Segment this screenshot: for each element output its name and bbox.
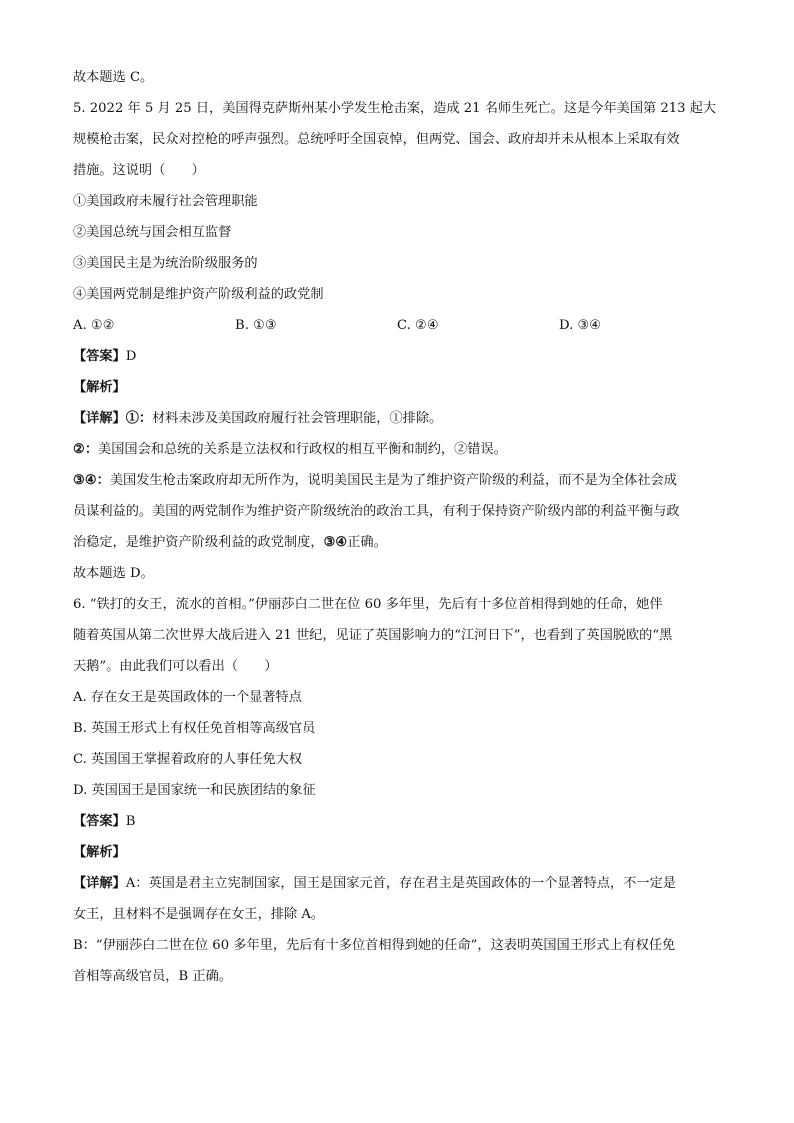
detail-line	[73, 868, 733, 899]
answer-value: B	[125, 814, 136, 829]
detail-line	[73, 403, 733, 434]
question-5-stem: 5. 2022 年 5 月 25 日，美国得克萨斯州某小学发生枪击案，造成 21 名师生死亡。这是今年美国第 213 起大	[73, 101, 717, 116]
detail-line	[73, 527, 733, 558]
answer-tag: 【答案】	[73, 814, 126, 829]
option-a: A. ①②	[73, 318, 115, 333]
option-a: A. 存在女王是英国政体的一个显著特点	[73, 690, 302, 705]
option-d: D. 英国国王是国家统一和民族团结的象征	[73, 783, 316, 798]
option-b: B. 英国王形式上有权任免首相等高级官员	[73, 721, 316, 736]
detail-line	[73, 434, 733, 465]
detail-mark: ③④	[323, 535, 348, 550]
detail-text: 正确。	[347, 535, 387, 550]
answer-tag: 【答案】	[73, 349, 126, 364]
detail-text: 美国国会和总统的关系是立法权和行政权的相互平衡和制约，②错误。	[98, 442, 507, 457]
detail-text: 治稳定，是维护资产阶级利益的政党制度，	[73, 535, 324, 550]
statement-2: ②美国总统与国会相互监督	[73, 225, 232, 240]
detail-text: 材料未涉及美国政府履行社会管理职能，①排除。	[152, 411, 443, 426]
question-6-stem: 6. “铁打的女王，流水的首相。”伊丽莎白二世在位 60 多年里，先后有十多位首相得到她的任命，她伴	[73, 597, 663, 612]
conclusion-line: 故本题选 D。	[73, 566, 154, 581]
detail-line: 员谋利益的。美国的两党制作为维护资产阶级统治的政治工具，有利于保持资产阶级内部的利益平衡与政	[73, 504, 680, 519]
option-b: B. ①③	[235, 318, 277, 333]
option-c: C. 英国国王掌握着政府的人事任免大权	[73, 752, 303, 767]
text-line: 故本题选 C。	[73, 70, 154, 85]
question-5-options	[73, 310, 733, 341]
statement-1: ①美国政府未履行社会管理职能	[73, 194, 258, 209]
answer-value: D	[125, 349, 137, 364]
document-page	[73, 62, 733, 992]
statement-4: ④美国两党制是维护资产阶级利益的政党制	[73, 287, 324, 302]
detail-text: 美国发生枪击案政府却无所作为，说明美国民主是为了维护资产阶级的利益，而不是为全体社会成	[109, 473, 677, 488]
detail-mark: ③④：	[73, 473, 110, 488]
detail-tag: 【详解】	[73, 411, 126, 426]
detail-mark: ②：	[73, 442, 99, 457]
analysis-tag: 【解析】	[73, 380, 126, 395]
question-6-stem: 天鹅”。由此我们可以看出（ ）	[73, 659, 278, 674]
detail-mark: ①：	[125, 411, 153, 426]
analysis-tag: 【解析】	[73, 845, 126, 860]
question-6-stem: 随着英国从第二次世界大战后进入 21 世纪，见证了英国影响力的“江河日下”，也看到了英国脱欧的“黑	[73, 628, 673, 643]
detail-line: 首相等高级官员，B 正确。	[73, 969, 232, 984]
statement-3: ③美国民主是为统治阶级服务的	[73, 256, 258, 271]
detail-tag: 【详解】	[73, 876, 126, 891]
question-5-stem: 规模枪击案，民众对控枪的呼声强烈。总统呼吁全国哀悼，但两党、国会、政府却并未从根本上采取有效	[73, 132, 680, 147]
detail-text: A：英国是君主立宪制国家，国王是国家元首，存在君主是英国政体的一个显著特点，不一定是	[125, 876, 676, 891]
option-d: D. ③④	[559, 318, 602, 333]
detail-line	[73, 465, 733, 496]
question-5-stem: 措施。这说明（ ）	[73, 163, 205, 178]
answer-line	[73, 341, 733, 372]
option-c: C. ②④	[397, 318, 439, 333]
detail-line: B：“伊丽莎白二世在位 60 多年里，先后有十多位首相得到她的任命”，这表明英国国王形式上有权任免	[73, 938, 676, 953]
answer-line	[73, 806, 733, 837]
detail-line: 女王，且材料不是强调存在女王，排除 A。	[73, 907, 325, 922]
